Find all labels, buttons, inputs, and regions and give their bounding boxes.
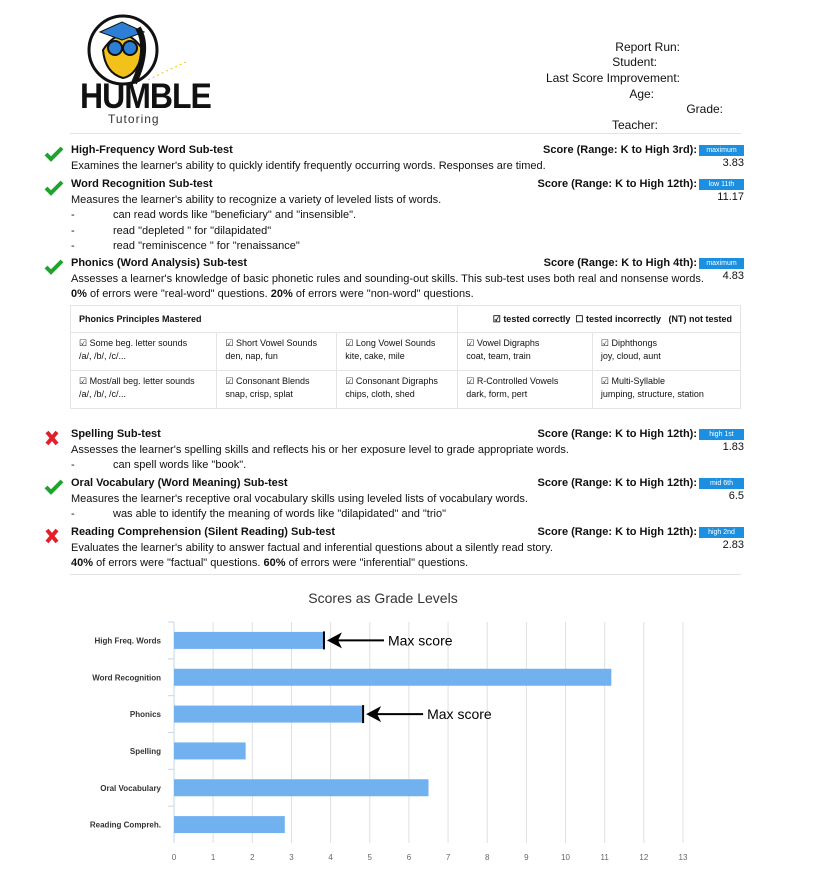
bullet-item: - was able to identify the meaning of words like "dilapidated" and "trio" xyxy=(71,507,711,523)
check-icon xyxy=(44,180,66,196)
grade-badge: mid 6th xyxy=(699,478,744,489)
arrow-left-icon xyxy=(366,706,381,722)
x-tick-label: 13 xyxy=(678,853,688,862)
checked-box-icon: ☑ xyxy=(492,313,501,324)
bar xyxy=(174,706,363,723)
bullet-text: read "reminiscence " for "renaissance" xyxy=(113,240,300,252)
principle-name: Multi-Syllable xyxy=(611,376,665,386)
subtest-description: Examines the learner's ability to quickly identify frequently occurring words. Responses are timed. xyxy=(71,159,546,172)
subtest-title: High-Frequency Word Sub-test xyxy=(71,144,233,156)
x-tick-label: 10 xyxy=(561,853,570,862)
phonics-principles-table xyxy=(70,305,741,409)
checked-box-icon: ☑ xyxy=(79,338,88,348)
principle-examples: /a/, /b/, /c/... xyxy=(79,389,127,399)
subtest-title: Word Recognition Sub-test xyxy=(71,178,213,190)
bar xyxy=(174,632,324,649)
x-tick-label: 8 xyxy=(485,853,490,862)
principle-examples: kite, cake, mile xyxy=(345,351,405,361)
principle-examples: den, nap, fun xyxy=(225,351,278,361)
principle-name: Some beg. letter sounds xyxy=(89,338,188,348)
empty-box-icon: ☐ xyxy=(575,313,584,324)
phonics-cell xyxy=(337,333,458,371)
bullet-item: - read "depleted " for "dilapidated" xyxy=(71,224,711,240)
x-tick-label: 7 xyxy=(445,853,451,862)
y-category-label: High Freq. Words xyxy=(94,636,161,646)
principle-examples: coat, team, train xyxy=(466,351,531,361)
phonics-cell xyxy=(71,333,217,371)
bullet-text: can read words like "beneficiary" and "insensible". xyxy=(113,209,357,221)
principle-name: Diphthongs xyxy=(611,338,657,348)
error-breakdown xyxy=(71,287,711,303)
legend-not-tested: (NT) not tested xyxy=(668,313,732,324)
score-value: 6.5 xyxy=(728,490,744,502)
score-value: 2.83 xyxy=(722,539,744,551)
x-tick-label: 6 xyxy=(406,853,412,862)
score-value: 4.83 xyxy=(722,270,744,282)
y-category-label: Phonics xyxy=(129,710,161,720)
phonics-cell xyxy=(71,371,217,409)
grade-badge: high 2nd xyxy=(699,527,744,538)
score-label: Score (Range: K to High 12th): xyxy=(537,178,697,190)
check-icon xyxy=(44,479,66,495)
subtest-description: Measures the learner's ability to recognize a variety of leveled lists of words. xyxy=(71,193,442,206)
score-value: 3.83 xyxy=(722,157,744,169)
score-label: Score (Range: K to High 12th): xyxy=(537,428,697,440)
arrow-left-icon xyxy=(327,632,342,648)
check-icon xyxy=(44,146,66,162)
bar xyxy=(174,816,285,833)
x-tick-label: 11 xyxy=(600,853,609,862)
checked-box-icon: ☑ xyxy=(600,338,609,348)
y-category-label: Spelling xyxy=(129,746,161,756)
checked-box-icon: ☑ xyxy=(79,376,88,386)
check-icon xyxy=(44,259,66,275)
grade-badge: maximum xyxy=(699,145,744,156)
grade-badge: high 1st xyxy=(699,429,744,440)
subtest-title: Spelling Sub-test xyxy=(71,428,161,440)
principle-name: R-Controlled Vowels xyxy=(476,376,559,386)
phonics-cell xyxy=(217,333,337,371)
score-value: 11.17 xyxy=(717,191,744,203)
checked-box-icon: ☑ xyxy=(466,376,475,386)
stat-1: 0% xyxy=(71,288,87,300)
logo xyxy=(78,8,211,128)
y-category-label: Reading Compreh. xyxy=(89,820,161,830)
principle-examples: chips, cloth, shed xyxy=(345,389,415,399)
bullet-text: read "depleted " for "dilapidated" xyxy=(113,224,272,237)
max-score-annotation: Max score xyxy=(427,706,492,723)
x-tick-label: 12 xyxy=(639,853,649,862)
bar xyxy=(174,742,246,759)
principle-name: Consonant Digraphs xyxy=(355,376,438,386)
student-label: Student: xyxy=(612,55,657,69)
principle-name: Most/all beg. letter sounds xyxy=(89,376,195,386)
subtest-description: Evaluates the learner's ability to answer factual and inferential questions about a silently read story. xyxy=(71,541,553,554)
stat-2: 60% xyxy=(263,557,286,569)
error-breakdown xyxy=(71,556,711,572)
stat-1: 40% xyxy=(71,557,94,569)
stat-2-text: of errors were "non-word" questions. xyxy=(292,288,474,300)
principle-name: Short Vowel Sounds xyxy=(235,338,318,348)
bullet-item: - can read words like "beneficiary" and "insensible". xyxy=(71,208,711,224)
bar xyxy=(174,669,611,686)
checked-box-icon: ☑ xyxy=(466,338,475,348)
cross-icon xyxy=(44,528,66,544)
subtest-title: Reading Comprehension (Silent Reading) Sub-test xyxy=(71,526,336,538)
report-run-label: Report Run: xyxy=(615,40,680,54)
principle-name: Consonant Blends xyxy=(235,376,310,386)
grade-label: Grade: xyxy=(686,102,723,116)
principle-examples: joy, cloud, aunt xyxy=(600,351,661,361)
principle-name: Long Vowel Sounds xyxy=(355,338,436,348)
x-tick-label: 1 xyxy=(210,853,216,862)
cross-icon xyxy=(44,430,66,446)
last-score-improvement-label: Last Score Improvement: xyxy=(545,71,680,85)
subtest-description: Measures the learner's receptive oral vocabulary skills using leveled lists of vocabulary words. xyxy=(71,492,528,505)
checked-box-icon: ☑ xyxy=(600,376,609,386)
y-category-label: Word Recognition xyxy=(92,673,161,683)
checked-box-icon: ☑ xyxy=(225,376,234,386)
phonics-cell xyxy=(217,371,337,409)
bullet-item: - read "reminiscence " for "renaissance" xyxy=(71,239,711,255)
phonics-cell xyxy=(592,371,740,409)
principle-examples: /a/, /b/, /c/... xyxy=(79,351,127,361)
grade-badge: maximum xyxy=(699,258,744,269)
subtest-description: Assesses a learner's knowledge of basic phonetic rules and sounding-out skills. This sub-test uses both real and nonsense words. xyxy=(71,272,704,285)
stat-1-text: of errors were "factual" questions. xyxy=(93,557,264,569)
score-label: Score (Range: K to High 3rd): xyxy=(542,144,697,156)
grade-badge: low 11th xyxy=(699,179,744,190)
stat-2: 20% xyxy=(270,288,293,300)
x-tick-label: 0 xyxy=(171,853,177,862)
subtest-title: Phonics (Word Analysis) Sub-test xyxy=(71,257,248,269)
score-label: Score (Range: K to High 12th): xyxy=(537,477,697,489)
max-score-annotation: Max score xyxy=(387,632,453,649)
x-tick-label: 5 xyxy=(367,853,372,862)
subtest-title: Oral Vocabulary (Word Meaning) Sub-test xyxy=(71,477,288,489)
x-tick-label: 3 xyxy=(289,853,294,862)
bullet-item: - can spell words like "book". xyxy=(71,458,711,474)
brand-name: HUMBLE xyxy=(80,76,211,116)
bar xyxy=(174,779,429,796)
phonics-cell xyxy=(337,371,458,409)
principle-examples: snap, crisp, splat xyxy=(225,389,293,399)
brand-subtitle: Tutoring xyxy=(108,112,160,126)
divider xyxy=(70,133,741,134)
stat-2-text: of errors were "inferential" questions. xyxy=(285,557,469,569)
x-tick-label: 2 xyxy=(250,853,255,862)
stat-1-text: of errors were "real-word" questions. xyxy=(86,288,271,300)
phonics-cell xyxy=(592,333,740,371)
age-label: Age: xyxy=(629,87,654,101)
phonics-legend xyxy=(458,306,741,333)
bullet-text: was able to identify the meaning of words like "dilapidated" and "trio" xyxy=(113,508,446,520)
teacher-label: Teacher: xyxy=(611,118,658,132)
divider xyxy=(70,574,741,575)
score-label: Score (Range: K to High 4th): xyxy=(543,257,697,269)
chart-title: Scores as Grade Levels xyxy=(308,590,458,606)
x-tick-label: 9 xyxy=(524,853,529,862)
principle-examples: dark, form, pert xyxy=(466,389,528,399)
checked-box-icon: ☑ xyxy=(225,338,234,348)
phonics-cell xyxy=(458,333,593,371)
phonics-table-title: Phonics Principles Mastered xyxy=(71,306,458,333)
principle-examples: jumping, structure, station xyxy=(600,389,704,399)
checked-box-icon: ☑ xyxy=(345,338,354,348)
score-value: 1.83 xyxy=(722,441,744,453)
bullet-text: can spell words like "book". xyxy=(113,459,247,471)
principle-name: Vowel Digraphs xyxy=(476,338,540,348)
subtest-description: Assesses the learner's spelling skills and reflects his or her exposure level to grade appropriate words. xyxy=(71,443,569,456)
phonics-cell xyxy=(458,371,593,409)
score-label: Score (Range: K to High 12th): xyxy=(537,526,697,538)
checked-box-icon: ☑ xyxy=(345,376,354,386)
legend-incorrect: tested incorrectly xyxy=(585,313,661,324)
legend-correct: tested correctly xyxy=(503,313,571,324)
y-category-label: Oral Vocabulary xyxy=(100,783,161,793)
x-tick-label: 4 xyxy=(328,853,333,862)
